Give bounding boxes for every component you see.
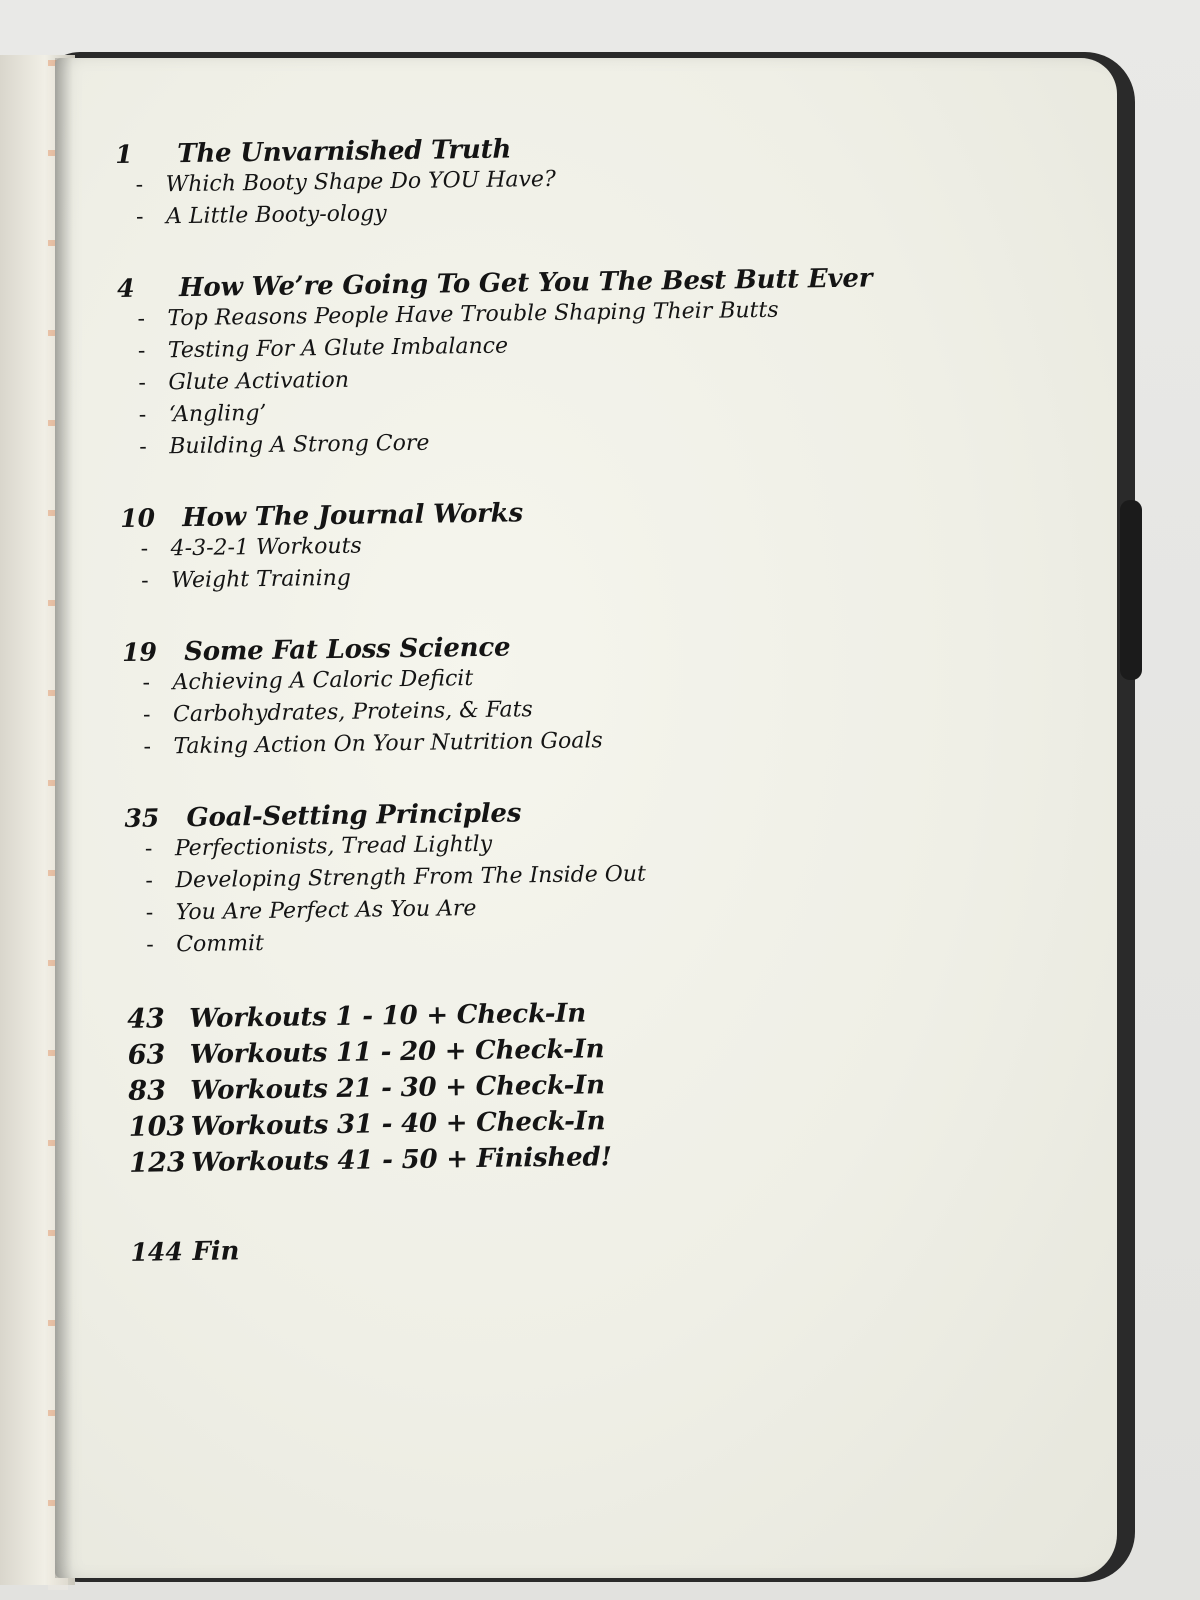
dash-bullet: - xyxy=(137,306,146,332)
subsection-title: 4-3-2-1 Workouts xyxy=(170,533,362,562)
subsection-title: Taking Action On Your Nutrition Goals xyxy=(173,728,603,760)
dash-bullet: - xyxy=(142,670,151,696)
subsection-title: Building A Strong Core xyxy=(169,430,430,460)
section-title: How We’re Going To Get You The Best Butt Ever xyxy=(178,263,873,304)
toc-entry-final xyxy=(130,1226,950,1267)
page-number: 4 xyxy=(116,273,135,303)
page-number: 123 xyxy=(129,1147,186,1179)
page-number: 1 xyxy=(115,139,133,169)
page-number: 19 xyxy=(121,637,158,667)
page-number: 10 xyxy=(120,503,156,533)
workout-title: Workouts 21 - 30 + Check-In xyxy=(190,1070,606,1107)
dash-bullet: - xyxy=(140,568,149,594)
page-number: 103 xyxy=(128,1111,186,1143)
subsection-title: ‘Angling’ xyxy=(168,400,267,428)
elastic-band xyxy=(1120,500,1142,680)
dash-bullet: - xyxy=(146,932,154,958)
dash-bullet: - xyxy=(145,868,153,894)
subsection-title: Top Reasons People Have Trouble Shaping Their Butts xyxy=(167,297,779,332)
subsection-title: Perfectionists, Tread Lightly xyxy=(174,831,493,862)
section-title: Goal-Setting Principles xyxy=(186,798,522,834)
dash-bullet: - xyxy=(143,734,152,760)
dash-bullet: - xyxy=(138,402,147,428)
dash-bullet: - xyxy=(139,434,147,460)
toc-section xyxy=(122,627,944,764)
dash-bullet: - xyxy=(145,900,154,926)
workout-title: Workouts 11 - 20 + Check-In xyxy=(189,1034,605,1071)
toc-section xyxy=(120,493,941,598)
subsection-title: Which Booty Shape Do YOU Have? xyxy=(165,166,556,198)
dash-bullet: - xyxy=(140,536,149,562)
subsection-title: Weight Training xyxy=(170,565,352,594)
subsection-title: Developing Strength From The Inside Out xyxy=(175,861,647,894)
subsection-title: Achieving A Caloric Deficit xyxy=(172,666,474,696)
subsection-title: A Little Booty-ology xyxy=(165,201,387,230)
subsection-title: Carbohydrates, Proteins, & Fats xyxy=(172,697,533,728)
subsection-title: Testing For A Glute Imbalance xyxy=(167,333,509,364)
dash-bullet: - xyxy=(138,370,147,396)
dash-bullet: - xyxy=(137,338,146,364)
workout-title: Workouts 1 - 10 + Check-In xyxy=(189,998,587,1035)
dash-bullet: - xyxy=(142,702,151,728)
subsection-title: Commit xyxy=(176,931,265,958)
toc-section xyxy=(124,792,946,961)
dash-bullet: - xyxy=(135,172,144,198)
toc-section xyxy=(115,129,936,234)
page-number: 144 xyxy=(130,1237,183,1267)
page-gutter xyxy=(55,58,73,1578)
dash-bullet: - xyxy=(135,204,144,230)
section-title: Some Fat Loss Science xyxy=(183,632,511,668)
section-title: The Unvarnished Truth xyxy=(176,134,512,170)
subsection-title: Glute Activation xyxy=(168,367,350,396)
table-of-contents xyxy=(115,129,951,1308)
page-number: 83 xyxy=(128,1075,167,1107)
page-number: 63 xyxy=(127,1039,166,1071)
page-number: 35 xyxy=(124,803,160,833)
page-number: 43 xyxy=(127,1003,166,1035)
section-title: How The Journal Works xyxy=(182,498,524,534)
entry-title: Fin xyxy=(192,1236,240,1268)
workout-title: Workouts 41 - 50 + Finished! xyxy=(191,1142,612,1179)
toc-section xyxy=(117,263,940,464)
dash-bullet: - xyxy=(144,836,153,862)
workout-title: Workouts 31 - 40 + Check-In xyxy=(190,1106,606,1143)
workouts-list xyxy=(127,990,949,1181)
subsection-title: You Are Perfect As You Are xyxy=(175,896,477,926)
